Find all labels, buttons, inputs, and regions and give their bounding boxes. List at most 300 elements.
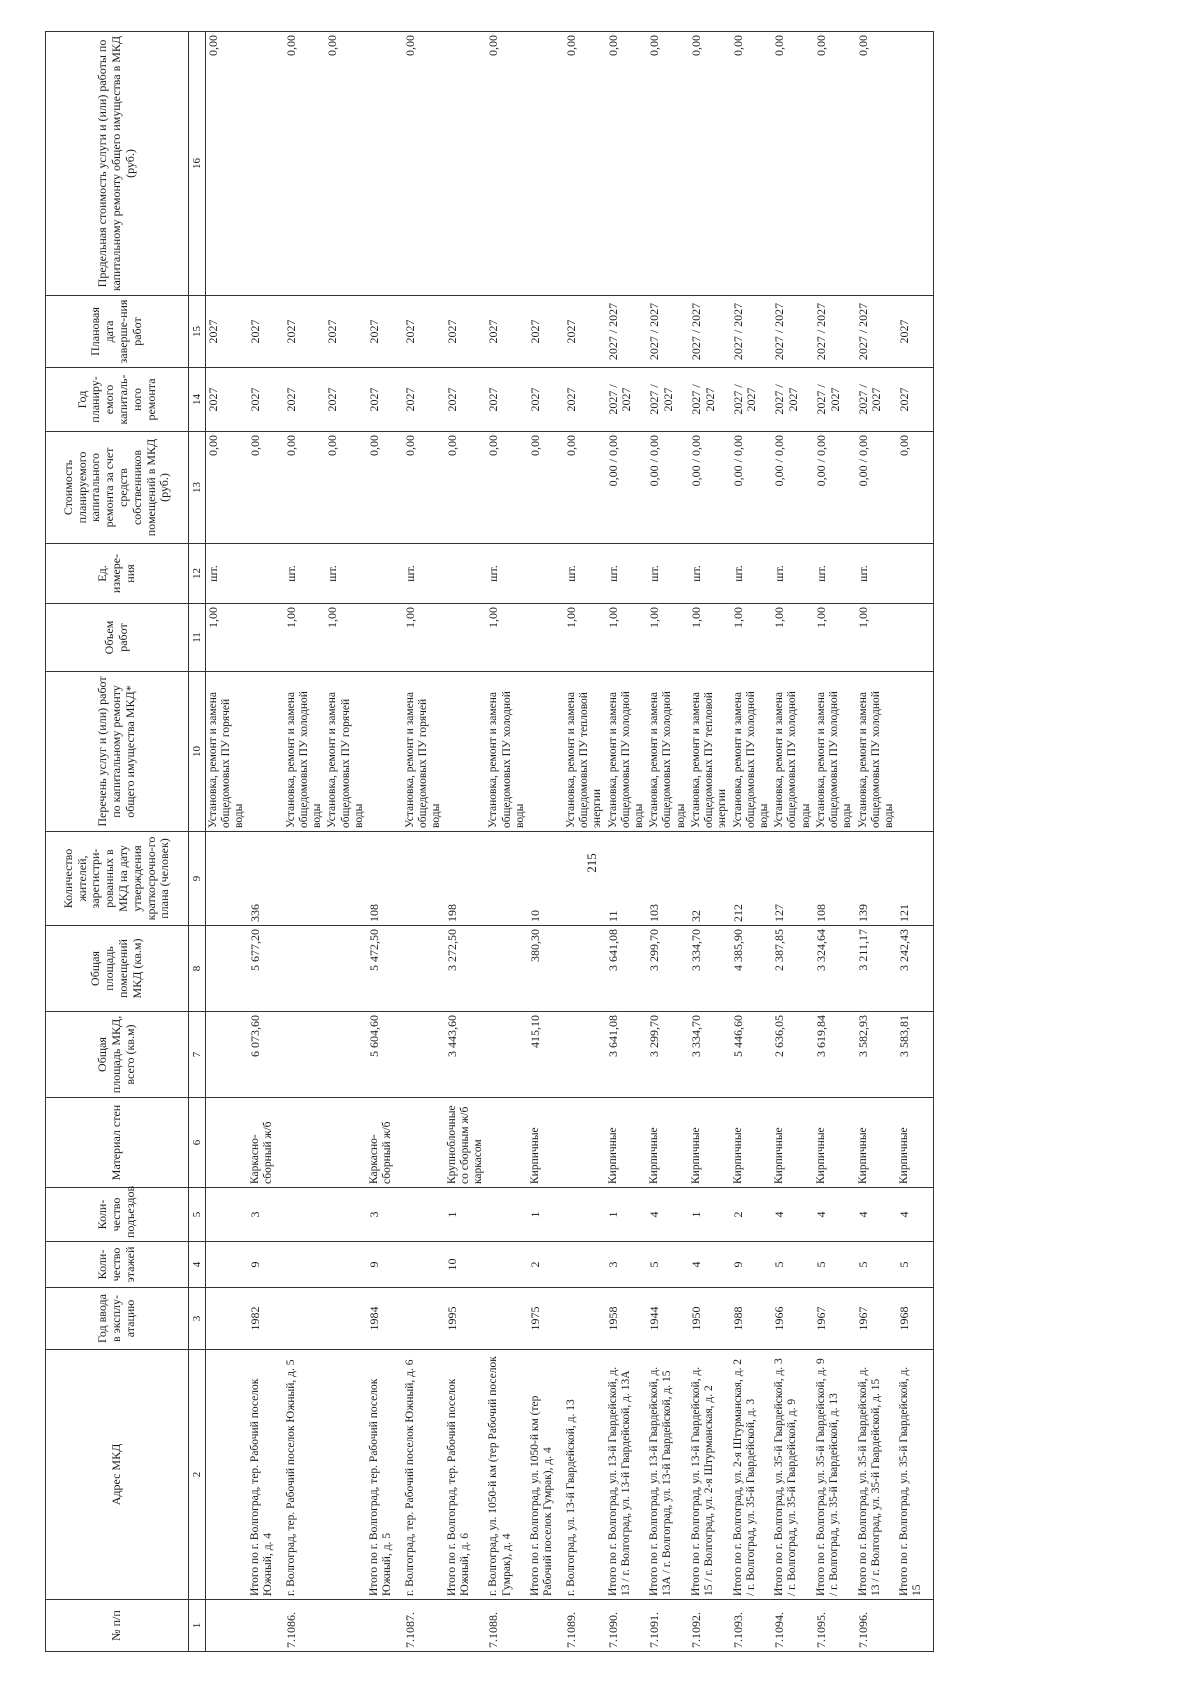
unit-cell: шт. <box>206 544 248 604</box>
repair-year-cell: 2027 <box>403 368 445 432</box>
premises-area-cell <box>486 926 528 1012</box>
total-row <box>647 32 689 1652</box>
year-built-cell: 1968 <box>897 1288 934 1350</box>
column-number: 1 <box>189 1600 206 1652</box>
repair-year-cell: 2027 / 2027 <box>647 368 689 432</box>
residents-cell: 11 <box>606 832 648 926</box>
column-number: 10 <box>189 672 206 832</box>
premises-area-cell: 5 472,50 <box>367 926 403 1012</box>
entrances-cell: 4 <box>856 1188 898 1242</box>
limit-cost-cell: 0,00 <box>772 32 814 296</box>
column-number: 6 <box>189 1098 206 1188</box>
repair-year-cell: 2027 / 2027 <box>856 368 898 432</box>
repair-year-cell: 2027 <box>248 368 284 432</box>
entrances-cell: 2 <box>731 1188 773 1242</box>
header-cell: Предельная стоимость услуги и (или) работы по капитальному ремонту общего имущества в МКД (руб.) <box>46 32 189 296</box>
row-number-cell: 7.1090. <box>606 1600 648 1652</box>
row-number-cell: 7.1091. <box>647 1600 689 1652</box>
header-cell: Перечень услуг и (или) работ по капитальному ремонту общего имущества МКД* <box>46 672 189 832</box>
completion-date-cell: 2027 <box>284 296 326 368</box>
column-number: 14 <box>189 368 206 432</box>
unit-cell <box>248 544 284 604</box>
row-number-cell: 7.1096. <box>856 1600 898 1652</box>
address-cell: Итого по г. Волгоград, тер. Рабочий поселок Южный, д. 5 <box>367 1350 403 1600</box>
owner-cost-cell: 0,00 <box>445 432 487 544</box>
repair-year-cell: 2027 <box>367 368 403 432</box>
entrances-cell: 4 <box>814 1188 856 1242</box>
repair-year-cell: 2027 / 2027 <box>606 368 648 432</box>
premises-area-cell: 380,30 <box>528 926 564 1012</box>
limit-cost-cell <box>528 32 564 296</box>
residents-cell: 32 <box>689 832 731 926</box>
table-row <box>486 32 528 1652</box>
limit-cost-cell: 0,00 <box>606 32 648 296</box>
residents-cell: 198 <box>445 832 487 926</box>
address-cell: Итого по г. Волгоград, ул. 35-й Гвардейской, д. 3 / г. Волгоград, ул. 35-й Гвардейской, д. 9 <box>772 1350 814 1600</box>
residents-cell <box>284 832 326 926</box>
total-area-cell: 5 604,60 <box>367 1012 403 1098</box>
completion-date-cell: 2027 <box>445 296 487 368</box>
row-number-cell: 7.1093. <box>731 1600 773 1652</box>
column-number: 16 <box>189 32 206 296</box>
row-number-cell: 7.1094. <box>772 1600 814 1652</box>
year-built-cell: 1966 <box>772 1288 814 1350</box>
entrances-cell: 1 <box>689 1188 731 1242</box>
limit-cost-cell: 0,00 <box>206 32 248 296</box>
premises-area-cell: 3 334,70 <box>689 926 731 1012</box>
wall-material-cell: Кирпичные <box>689 1098 731 1188</box>
repair-year-cell: 2027 <box>564 368 606 432</box>
total-area-cell: 3 641,08 <box>606 1012 648 1098</box>
total-area-cell: 5 446,60 <box>731 1012 773 1098</box>
column-number: 5 <box>189 1188 206 1242</box>
total-area-cell: 3 583,81 <box>897 1012 934 1098</box>
year-built-cell: 1988 <box>731 1288 773 1350</box>
entrances-cell <box>486 1188 528 1242</box>
unit-cell <box>528 544 564 604</box>
wall-material-cell: Кирпичные <box>731 1098 773 1188</box>
row-number-cell: 7.1086. <box>284 1600 326 1652</box>
limit-cost-cell <box>248 32 284 296</box>
year-built-cell <box>325 1288 367 1350</box>
header-cell: Год планиру-емого капиталь-ного ремонта <box>46 368 189 432</box>
wall-material-cell: Каркасно-сборный ж/б <box>367 1098 403 1188</box>
work-volume-cell <box>897 604 934 672</box>
entrances-cell: 1 <box>606 1188 648 1242</box>
premises-area-cell: 3 641,08 <box>606 926 648 1012</box>
total-area-cell <box>325 1012 367 1098</box>
work-type-cell: Установка, ремонт и замена общедомовых ПУ горячей воды <box>325 672 367 832</box>
repair-year-cell: 2027 <box>206 368 248 432</box>
header-cell: Год ввода в эксплу-атацию <box>46 1288 189 1350</box>
repair-year-cell: 2027 / 2027 <box>731 368 773 432</box>
repair-year-cell: 2027 / 2027 <box>772 368 814 432</box>
header-cell: Общая площадь помещений МКД (кв.м) <box>46 926 189 1012</box>
column-number: 3 <box>189 1288 206 1350</box>
work-volume-cell: 1,00 <box>772 604 814 672</box>
total-area-cell <box>564 1012 606 1098</box>
entrances-cell: 3 <box>248 1188 284 1242</box>
total-row <box>248 32 284 1652</box>
owner-cost-cell: 0,00 <box>367 432 403 544</box>
row-number-cell <box>248 1600 284 1652</box>
row-number-cell: 7.1088. <box>486 1600 528 1652</box>
residents-cell <box>403 832 445 926</box>
work-volume-cell: 1,00 <box>564 604 606 672</box>
unit-cell: шт. <box>772 544 814 604</box>
limit-cost-cell: 0,00 <box>814 32 856 296</box>
residents-cell: 10 <box>528 832 564 926</box>
table-row <box>206 32 248 1652</box>
unit-cell: шт. <box>814 544 856 604</box>
header-cell: Стоимость планируемого капитального ремонта за счет средств собственников помещений в МКД (руб.) <box>46 432 189 544</box>
completion-date-cell: 2027 / 2027 <box>647 296 689 368</box>
repair-year-cell: 2027 <box>445 368 487 432</box>
entrances-cell: 1 <box>445 1188 487 1242</box>
floors-cell <box>284 1242 326 1288</box>
floors-cell: 5 <box>647 1242 689 1288</box>
completion-date-cell: 2027 <box>403 296 445 368</box>
total-row <box>528 32 564 1652</box>
work-type-cell: Установка, ремонт и замена общедомовых ПУ горячей воды <box>403 672 445 832</box>
column-number: 8 <box>189 926 206 1012</box>
floors-cell: 4 <box>689 1242 731 1288</box>
wall-material-cell: Крупноблочные со сборным ж/б каркасом <box>445 1098 487 1188</box>
work-volume-cell: 1,00 <box>647 604 689 672</box>
unit-cell: шт. <box>564 544 606 604</box>
total-area-cell: 3 619,84 <box>814 1012 856 1098</box>
owner-cost-cell: 0,00 / 0,00 <box>647 432 689 544</box>
total-area-cell <box>486 1012 528 1098</box>
premises-area-cell <box>403 926 445 1012</box>
completion-date-cell: 2027 / 2027 <box>814 296 856 368</box>
work-type-cell: Установка, ремонт и замена общедомовых ПУ холодной воды <box>731 672 773 832</box>
residents-cell <box>486 832 528 926</box>
floors-cell: 9 <box>367 1242 403 1288</box>
residents-cell: 108 <box>367 832 403 926</box>
owner-cost-cell: 0,00 <box>486 432 528 544</box>
repair-year-cell: 2027 <box>897 368 934 432</box>
entrances-cell: 4 <box>772 1188 814 1242</box>
floors-cell: 5 <box>772 1242 814 1288</box>
year-built-cell: 1950 <box>689 1288 731 1350</box>
residents-cell <box>206 832 248 926</box>
residents-cell: 108 <box>814 832 856 926</box>
header-cell: Общая площадь МКД, всего (кв.м) <box>46 1012 189 1098</box>
page-number: 215 <box>584 853 599 873</box>
premises-area-cell: 3 299,70 <box>647 926 689 1012</box>
row-number-cell <box>528 1600 564 1652</box>
owner-cost-cell: 0,00 / 0,00 <box>731 432 773 544</box>
work-volume-cell <box>445 604 487 672</box>
work-volume-cell: 1,00 <box>814 604 856 672</box>
total-area-cell: 415,10 <box>528 1012 564 1098</box>
limit-cost-cell <box>897 32 934 296</box>
column-number: 9 <box>189 832 206 926</box>
address-cell: Итого по г. Волгоград, ул. 35-й Гвардейской, д. 9 / г. Волгоград, ул. 35-й Гвардейской, д. 13 <box>814 1350 856 1600</box>
wall-material-cell <box>284 1098 326 1188</box>
year-built-cell: 1995 <box>445 1288 487 1350</box>
address-cell: Итого по г. Волгоград, ул. 35-й Гвардейской, д. 13 / г. Волгоград, ул. 35-й Гвардейской, д. 15 <box>856 1350 898 1600</box>
work-type-cell: Установка, ремонт и замена общедомовых ПУ горячей воды <box>206 672 248 832</box>
total-area-cell: 2 636,05 <box>772 1012 814 1098</box>
header-cell: Количество жителей, зарегистри-рованных в МКД на дату утверждения краткосрочно-го плана (человек) <box>46 832 189 926</box>
premises-area-cell <box>284 926 326 1012</box>
total-row <box>367 32 403 1652</box>
total-area-cell <box>206 1012 248 1098</box>
year-built-cell: 1967 <box>814 1288 856 1350</box>
wall-material-cell: Кирпичные <box>528 1098 564 1188</box>
total-row <box>897 32 934 1652</box>
entrances-cell <box>325 1188 367 1242</box>
year-built-cell <box>486 1288 528 1350</box>
completion-date-cell: 2027 <box>897 296 934 368</box>
unit-cell <box>445 544 487 604</box>
repair-year-cell: 2027 / 2027 <box>814 368 856 432</box>
total-area-cell <box>284 1012 326 1098</box>
address-cell: Итого по г. Волгоград, ул. 35-й Гвардейской, д. 15 <box>897 1350 934 1600</box>
column-number: 11 <box>189 604 206 672</box>
capital-repair-table <box>45 31 934 1652</box>
work-volume-cell: 1,00 <box>731 604 773 672</box>
total-area-cell: 3 443,60 <box>445 1012 487 1098</box>
floors-cell: 5 <box>897 1242 934 1288</box>
wall-material-cell <box>403 1098 445 1188</box>
header-cell: Ед. измере-ния <box>46 544 189 604</box>
entrances-cell: 4 <box>647 1188 689 1242</box>
table-row <box>325 32 367 1652</box>
header-cell: Коли-чество этажей <box>46 1242 189 1288</box>
column-number: 12 <box>189 544 206 604</box>
floors-cell: 9 <box>248 1242 284 1288</box>
total-row <box>689 32 731 1652</box>
owner-cost-cell: 0,00 <box>284 432 326 544</box>
work-volume-cell: 1,00 <box>403 604 445 672</box>
limit-cost-cell: 0,00 <box>647 32 689 296</box>
row-number-cell <box>206 1600 248 1652</box>
work-type-cell: Установка, ремонт и замена общедомовых ПУ холодной воды <box>772 672 814 832</box>
completion-date-cell: 2027 <box>206 296 248 368</box>
wall-material-cell: Кирпичные <box>814 1098 856 1188</box>
limit-cost-cell: 0,00 <box>731 32 773 296</box>
premises-area-cell <box>206 926 248 1012</box>
total-row <box>731 32 773 1652</box>
residents-cell <box>564 832 606 926</box>
premises-area-cell: 3 272,50 <box>445 926 487 1012</box>
floors-cell <box>206 1242 248 1288</box>
completion-date-cell: 2027 / 2027 <box>606 296 648 368</box>
unit-cell: шт. <box>486 544 528 604</box>
entrances-cell <box>403 1188 445 1242</box>
table-row <box>284 32 326 1652</box>
residents-cell: 139 <box>856 832 898 926</box>
repair-year-cell: 2027 <box>325 368 367 432</box>
premises-area-cell: 3 324,64 <box>814 926 856 1012</box>
work-type-cell <box>367 672 403 832</box>
header-cell: Материал стен <box>46 1098 189 1188</box>
wall-material-cell: Кирпичные <box>856 1098 898 1188</box>
limit-cost-cell <box>445 32 487 296</box>
floors-cell: 5 <box>856 1242 898 1288</box>
entrances-cell <box>206 1188 248 1242</box>
floors-cell <box>325 1242 367 1288</box>
total-area-cell: 6 073,60 <box>248 1012 284 1098</box>
residents-cell: 103 <box>647 832 689 926</box>
unit-cell: шт. <box>284 544 326 604</box>
row-number-cell <box>367 1600 403 1652</box>
address-cell <box>325 1350 367 1600</box>
row-number-cell <box>445 1600 487 1652</box>
unit-cell: шт. <box>689 544 731 604</box>
unit-cell: шт. <box>606 544 648 604</box>
total-area-cell <box>403 1012 445 1098</box>
work-volume-cell: 1,00 <box>689 604 731 672</box>
column-number: 4 <box>189 1242 206 1288</box>
table-row <box>403 32 445 1652</box>
total-row <box>445 32 487 1652</box>
entrances-cell <box>564 1188 606 1242</box>
address-cell <box>206 1350 248 1600</box>
completion-date-cell: 2027 / 2027 <box>772 296 814 368</box>
table-body <box>206 32 934 1652</box>
floors-cell: 5 <box>814 1242 856 1288</box>
work-volume-cell <box>367 604 403 672</box>
floors-cell: 3 <box>606 1242 648 1288</box>
address-cell: Итого по г. Волгоград, ул. 13-й Гвардейской, д. 13А / г. Волгоград, ул. 13-й Гвардейской, д. 15 <box>647 1350 689 1600</box>
work-volume-cell: 1,00 <box>486 604 528 672</box>
row-number-cell <box>325 1600 367 1652</box>
work-type-cell: Установка, ремонт и замена общедомовых ПУ тепловой энергии <box>564 672 606 832</box>
owner-cost-cell: 0,00 <box>206 432 248 544</box>
limit-cost-cell: 0,00 <box>325 32 367 296</box>
year-built-cell <box>403 1288 445 1350</box>
wall-material-cell <box>486 1098 528 1188</box>
floors-cell <box>403 1242 445 1288</box>
table-row <box>564 32 606 1652</box>
row-number-cell: 7.1092. <box>689 1600 731 1652</box>
year-built-cell: 1967 <box>856 1288 898 1350</box>
unit-cell: шт. <box>403 544 445 604</box>
wall-material-cell <box>325 1098 367 1188</box>
unit-cell: шт. <box>731 544 773 604</box>
unit-cell: шт. <box>856 544 898 604</box>
completion-date-cell: 2027 <box>564 296 606 368</box>
column-number: 2 <box>189 1350 206 1600</box>
work-type-cell: Установка, ремонт и замена общедомовых ПУ холодной воды <box>486 672 528 832</box>
address-cell: Итого по г. Волгоград, тер. Рабочий поселок Южный, д. 4 <box>248 1350 284 1600</box>
row-number-cell <box>897 1600 934 1652</box>
entrances-cell: 1 <box>528 1188 564 1242</box>
row-number-cell: 7.1095. <box>814 1600 856 1652</box>
work-volume-cell <box>248 604 284 672</box>
residents-cell: 336 <box>248 832 284 926</box>
year-built-cell: 1958 <box>606 1288 648 1350</box>
work-type-cell <box>248 672 284 832</box>
work-type-cell <box>528 672 564 832</box>
header-row <box>46 32 189 1652</box>
owner-cost-cell: 0,00 / 0,00 <box>772 432 814 544</box>
address-cell: г. Волгоград, тер. Рабочий поселок Южный, д. 6 <box>403 1350 445 1600</box>
floors-cell: 2 <box>528 1242 564 1288</box>
owner-cost-cell: 0,00 <box>403 432 445 544</box>
work-volume-cell: 1,00 <box>206 604 248 672</box>
work-type-cell: Установка, ремонт и замена общедомовых ПУ тепловой энергии <box>689 672 731 832</box>
year-built-cell: 1975 <box>528 1288 564 1350</box>
column-number: 13 <box>189 432 206 544</box>
premises-area-cell <box>564 926 606 1012</box>
work-volume-cell: 1,00 <box>284 604 326 672</box>
work-type-cell: Установка, ремонт и замена общедомовых ПУ холодной воды <box>856 672 898 832</box>
entrances-cell: 4 <box>897 1188 934 1242</box>
limit-cost-cell: 0,00 <box>403 32 445 296</box>
work-type-cell: Установка, ремонт и замена общедомовых ПУ холодной воды <box>606 672 648 832</box>
premises-area-cell: 3 211,17 <box>856 926 898 1012</box>
address-cell: Итого по г. Волгоград, ул. 2-я Штурманская, д. 2 / г. Волгоград, ул. 35-й Гвардейской, д. 3 <box>731 1350 773 1600</box>
work-volume-cell: 1,00 <box>325 604 367 672</box>
premises-area-cell: 4 385,90 <box>731 926 773 1012</box>
repair-year-cell: 2027 <box>486 368 528 432</box>
unit-cell <box>897 544 934 604</box>
total-row <box>856 32 898 1652</box>
limit-cost-cell: 0,00 <box>486 32 528 296</box>
header-cell: Коли-чество подъездов <box>46 1188 189 1242</box>
address-cell: Итого по г. Волгоград, ул. 13-й Гвардейской, д. 13 / г. Волгоград, ул. 13-й Гвардейской, д. 13А <box>606 1350 648 1600</box>
work-type-cell: Установка, ремонт и замена общедомовых ПУ холодной воды <box>814 672 856 832</box>
total-row <box>606 32 648 1652</box>
limit-cost-cell: 0,00 <box>284 32 326 296</box>
completion-date-cell: 2027 / 2027 <box>689 296 731 368</box>
address-cell: г. Волгоград, ул. 1050-й км (тер Рабочий поселок Гумрак), д. 4 <box>486 1350 528 1600</box>
unit-cell <box>367 544 403 604</box>
total-area-cell: 3 582,93 <box>856 1012 898 1098</box>
work-type-cell <box>897 672 934 832</box>
year-built-cell: 1984 <box>367 1288 403 1350</box>
column-number: 7 <box>189 1012 206 1098</box>
premises-area-cell: 5 677,20 <box>248 926 284 1012</box>
repair-year-cell: 2027 <box>528 368 564 432</box>
floors-cell: 10 <box>445 1242 487 1288</box>
completion-date-cell: 2027 <box>367 296 403 368</box>
limit-cost-cell: 0,00 <box>856 32 898 296</box>
address-cell: Итого по г. Волгоград, тер. Рабочий поселок Южный, д. 6 <box>445 1350 487 1600</box>
owner-cost-cell: 0,00 / 0,00 <box>856 432 898 544</box>
address-cell: Итого по г. Волгоград, ул. 1050-й км (тер Рабочий поселок Гумрак), д. 4 <box>528 1350 564 1600</box>
premises-area-cell: 2 387,85 <box>772 926 814 1012</box>
wall-material-cell <box>206 1098 248 1188</box>
work-type-cell: Установка, ремонт и замена общедомовых ПУ холодной воды <box>647 672 689 832</box>
premises-area-cell: 3 242,43 <box>897 926 934 1012</box>
year-built-cell <box>284 1288 326 1350</box>
completion-date-cell: 2027 <box>248 296 284 368</box>
year-built-cell <box>564 1288 606 1350</box>
total-row <box>814 32 856 1652</box>
header-cell: № п/п <box>46 1600 189 1652</box>
year-built-cell: 1944 <box>647 1288 689 1350</box>
limit-cost-cell <box>367 32 403 296</box>
work-type-cell <box>445 672 487 832</box>
residents-cell: 212 <box>731 832 773 926</box>
header-cell: Объем работ <box>46 604 189 672</box>
completion-date-cell: 2027 <box>486 296 528 368</box>
wall-material-cell <box>564 1098 606 1188</box>
header-cell: Плановая дата заверше-ния работ <box>46 296 189 368</box>
completion-date-cell: 2027 <box>325 296 367 368</box>
repair-year-cell: 2027 <box>284 368 326 432</box>
address-cell: г. Волгоград, тер. Рабочий поселок Южный, д. 5 <box>284 1350 326 1600</box>
floors-cell <box>564 1242 606 1288</box>
work-volume-cell: 1,00 <box>856 604 898 672</box>
owner-cost-cell: 0,00 / 0,00 <box>814 432 856 544</box>
